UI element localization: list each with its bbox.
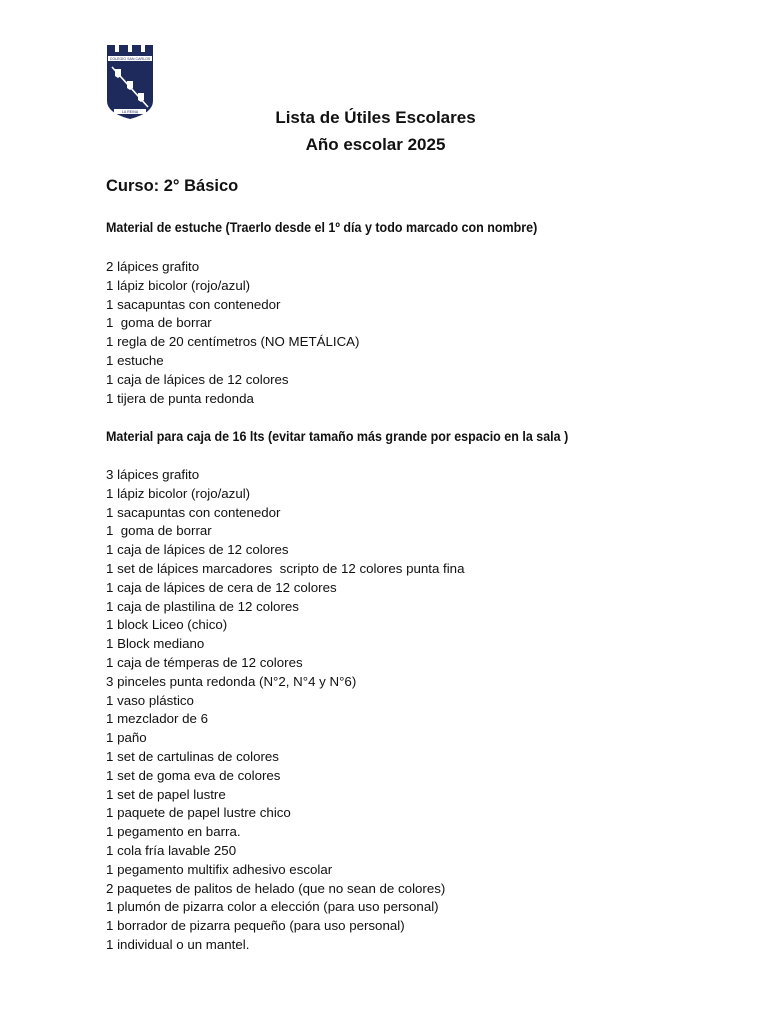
list-item: 1 paquete de papel lustre chico <box>106 805 291 821</box>
list-item: 1 pegamento en barra. <box>106 824 241 840</box>
list-item: 1 caja de lápices de 12 colores <box>106 542 289 558</box>
section-heading-caja: Material para caja de 16 lts (evitar tamaño más grande por espacio en la sala ) <box>106 429 569 444</box>
list-item: 1 set de goma eva de colores <box>106 767 281 783</box>
school-year: Año escolar 2025 <box>305 135 446 154</box>
list-item: 1 mezclador de 6 <box>106 711 208 727</box>
list-item: 1 borrador de pizarra pequeño (para uso personal) <box>106 918 405 934</box>
list-item: 1 individual o un mantel. <box>106 936 250 952</box>
list-item: 1 pegamento multifix adhesivo escolar <box>106 861 333 877</box>
list-item: 1 lápiz bicolor (rojo/azul) <box>106 485 251 501</box>
list-item: 1 lápiz bicolor (rojo/azul) <box>106 277 251 293</box>
list-item: 3 lápices grafito <box>106 467 200 482</box>
document-title: Lista de Útiles Escolares <box>275 108 476 127</box>
list-item: 1 block Liceo (chico) <box>106 617 228 633</box>
list-item: 1 estuche <box>106 352 164 368</box>
list-item: 1 paño <box>106 730 147 746</box>
list-estuche <box>106 258 359 408</box>
list-caja <box>106 466 464 955</box>
list-item: 1 caja de plastilina de 12 colores <box>106 598 299 614</box>
logo-bottom-text: LA REINA <box>121 110 139 114</box>
list-item: 1 regla de 20 centímetros (NO METÁLICA) <box>106 334 360 350</box>
list-item: 1 caja de lápices de cera de 12 colores <box>106 579 337 595</box>
list-item: 1 tijera de punta redonda <box>106 390 254 406</box>
list-item: 1 sacapuntas con contenedor <box>106 296 281 312</box>
course-heading: Curso: 2° Básico <box>106 177 239 195</box>
list-item: 1 plumón de pizarra color a elección (para uso personal) <box>106 899 439 915</box>
list-item: 1 Block mediano <box>106 636 205 652</box>
list-item: 1 cola fría lavable 250 <box>106 842 237 858</box>
list-item: 1 caja de témperas de 12 colores <box>106 654 303 670</box>
logo-top-text: COLEGIO SAN CARLOS <box>109 57 151 61</box>
list-item: 2 paquetes de palitos de helado (que no sean de colores) <box>106 880 446 896</box>
list-item: 2 lápices grafito <box>106 259 200 274</box>
list-item: 1 set de lápices marcadores scripto de 12 colores punta fina <box>106 560 465 576</box>
section-heading-estuche: Material de estuche (Traerlo desde el 1º día y todo marcado con nombre) <box>106 220 538 235</box>
list-item: 1 set de cartulinas de colores <box>106 748 279 764</box>
list-item: 1 vaso plástico <box>106 692 194 708</box>
list-item: 1 caja de lápices de 12 colores <box>106 371 289 387</box>
list-item: 1 goma de borrar <box>106 315 212 331</box>
list-item: 1 set de papel lustre <box>106 786 226 802</box>
list-item: 1 goma de borrar <box>106 523 212 539</box>
list-item: 1 sacapuntas con contenedor <box>106 504 281 520</box>
list-item: 3 pinceles punta redonda (N°2, N°4 y N°6) <box>106 673 357 689</box>
document-header <box>0 104 751 158</box>
